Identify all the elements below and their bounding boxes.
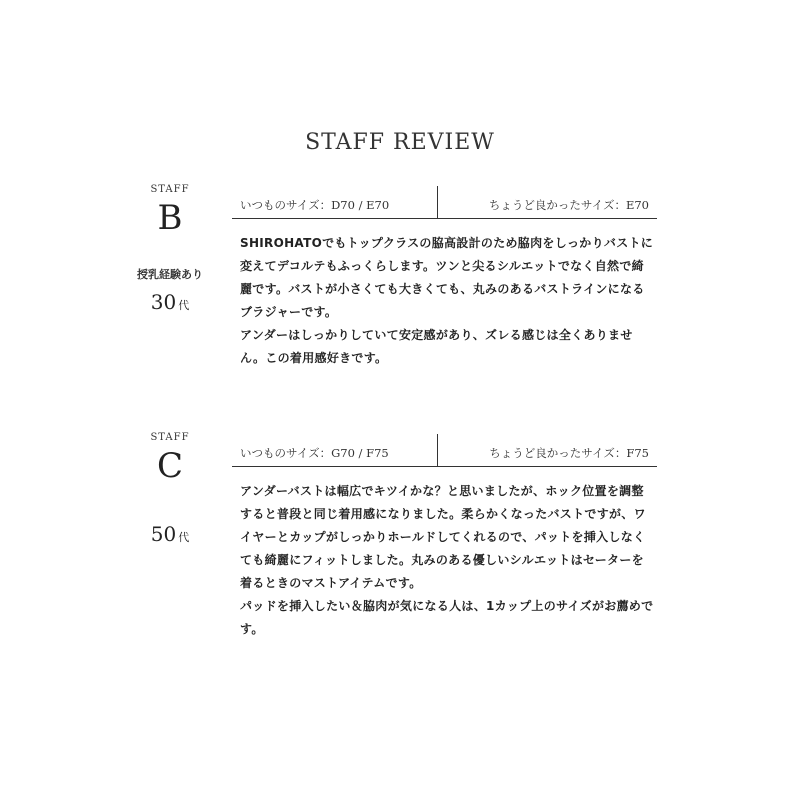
- staff-letter: C: [156, 446, 183, 486]
- size-info-bar: [232, 432, 657, 467]
- usual-size: いつものサイズ：G70 / F75: [240, 446, 389, 460]
- age-suffix: 代: [178, 531, 190, 544]
- review-paragraph: パッドを挿入したい＆脇肉が気になる人は、1カップ上のサイズがお薦めです。: [240, 599, 654, 636]
- review-text: [240, 232, 656, 370]
- best-size: ちょうど良かったサイズ：F75: [489, 446, 649, 460]
- review-staff-c: [0, 430, 800, 670]
- size-info-bar: [232, 184, 657, 219]
- staff-label: STAFF: [150, 432, 190, 443]
- best-size: ちょうど良かったサイズ：E70: [488, 198, 649, 212]
- review-paragraph: アンダーバストは幅広でキツイかな？と思いましたが、ホック位置を調整すると普段と同じ着用感になりました。柔らかくなったバストですが、ワイヤーとカップがしっかりホールドしてくれるので、パットを挿入しなくても綺麗にフィットしました。丸みのある優しいシルエットはセーターを着るときのマストアイテムです。: [240, 484, 646, 590]
- staff-label: STAFF: [150, 184, 190, 195]
- staff-age: [120, 522, 220, 546]
- review-paragraph: SHIROHATOでもトップクラスの脇高設計のため脇肉をしっかりバストに変えてデコルテもふっくらします。ツンと尖るシルエットでなく自然で綺麗です。バストが小さくても大きくても、丸みのあるバストラインになるブラジャーです。: [240, 236, 654, 319]
- size-divider: [437, 434, 438, 466]
- age-number: 30: [150, 290, 177, 314]
- staff-note: 授乳経験あり: [137, 268, 203, 281]
- staff-letter: B: [157, 198, 183, 238]
- age-suffix: 代: [178, 299, 190, 312]
- review-paragraph: アンダーはしっかりしていて安定感があり、ズレる感じは全くありません。この着用感好きです。: [240, 328, 633, 365]
- review-text: [240, 480, 656, 641]
- age-number: 50: [150, 522, 177, 546]
- review-staff-b: [0, 182, 800, 422]
- size-divider: [437, 186, 438, 218]
- staff-age: [120, 290, 220, 314]
- usual-size: いつものサイズ：D70 / E70: [240, 198, 390, 212]
- page-title: STAFF REVIEW: [305, 130, 495, 155]
